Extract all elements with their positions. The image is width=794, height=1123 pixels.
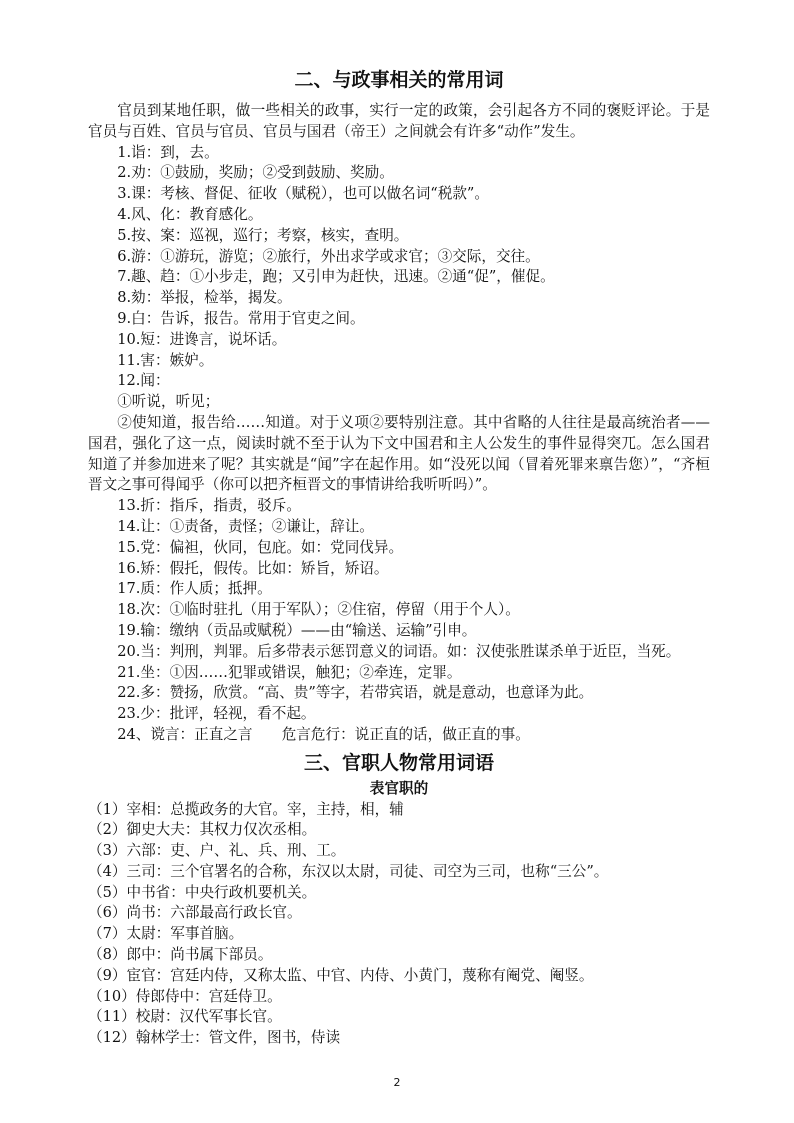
list-item: ①听说，听见； (117, 393, 220, 411)
list-item: 1.诣：到，去。 (117, 143, 219, 161)
list-item: 20.当：判刑，判罪。后多带表示惩罚意义的词语。如：汉使张胜谋杀单于近臣，当死。 (117, 642, 681, 660)
list-item: （9）宦官：宫廷内侍，又称太监、中官、内侍、小黄门，蔑称有阉党、阉竖。 (88, 966, 594, 984)
list-item: （7）太尉：军事首脑。 (88, 925, 244, 943)
list-item: （10）侍郎侍中：宫廷侍卫。 (88, 987, 282, 1005)
list-item: （2）御史大夫：其权力仅次丞相。 (88, 821, 317, 839)
list-item: 17.质：作人质；抵押。 (117, 580, 272, 598)
list-item: 24、谠言：正直之言 危言危行：说正直的话，做正直的事。 (117, 725, 530, 743)
list-item: 3.课：考核、督促、征收（赋税），也可以做名词“税款”。 (117, 185, 489, 203)
list-item: 16.矫：假托，假传。比如：矫旨，矫诏。 (117, 559, 389, 577)
list-item: 11.害：嫉妒。 (117, 351, 214, 369)
note-paragraph: ②使知道，报告给……知道。对于义项②要特别注意。其中省略的人往往是最高统治者——国君，强化了这一点，阅读时就不至于认为下文中国君和主人公发生的事件显得突兀。怎么国君知道了并参加进来了呢？其实就是“闻”字在起作用。如“没死以闻（冒着死罪来禀告您）”，“齐桓晋文之事可得闻乎（你可以把齐桓晋文的事情讲给我听听吗）”。 (88, 413, 710, 494)
list-item: 18.次：①临时驻扎（用于军队）；②住宿，停留（用于个人）。 (117, 601, 520, 619)
list-item: 12.闻： (117, 372, 170, 390)
list-item: 9.白：告诉，报告。常用于官吏之间。 (117, 309, 365, 327)
list-item: 21.坐：①因……犯罪或错误，触犯；②牵连，定罪。 (117, 663, 462, 681)
list-item: 22.多：赞扬，欣赏。“高、贵”等字，若带宾语，就是意动，也意译为此。 (117, 684, 594, 702)
list-item: 23.少：批评，轻视，看不起。 (117, 705, 316, 723)
list-item: 4.风、化：教育感化。 (117, 205, 263, 223)
list-item: 15.党：偏袒，伙同，包庇。如：党同伐异。 (117, 538, 404, 556)
list-item: （5）中书省：中央行政机要机关。 (88, 883, 317, 901)
page-number: 2 (393, 1076, 401, 1089)
list-item: 5.按、案：巡视，巡行；考察，核实，查明。 (117, 226, 409, 244)
list-item: 8.劾：举报，检举，揭发。 (117, 289, 292, 307)
list-item: （8）郎中：尚书属下部员。 (88, 946, 273, 964)
subsection-title: 表官职的 (369, 779, 429, 797)
list-item: 6.游：①游玩，游览；②旅行，外出求学或求官；③交际，交往。 (117, 247, 540, 265)
document-page (88, 66, 710, 1049)
list-item: 2.劝：①鼓励，奖励；②受到鼓励、奖励。 (117, 164, 394, 182)
list-item: （11）校尉：汉代军事长官。 (88, 1008, 282, 1026)
section-title: 三、官职人物常用词语 (303, 751, 494, 774)
section-title: 二、与政事相关的常用词 (294, 69, 504, 91)
list-item: 19.输：缴纳（贡品或赋税）——由“输送、运输”引申。 (117, 621, 477, 639)
list-item: （12）翰林学士：管文件，图书，侍读 (88, 1029, 341, 1047)
list-item: （4）三司：三个官署名的合称，东汉以太尉，司徒、司空为三司，也称“三公”。 (88, 862, 609, 880)
list-item: （3）六部：吏、户、礼、兵、刑、工。 (88, 842, 346, 860)
list-item: 10.短：进谗言，说坏话。 (117, 330, 287, 348)
list-item: （6）尚书：六部最高行政长官。 (88, 904, 302, 922)
list-item: （1）宰相：总揽政务的大官。宰，主持，相，辅 (88, 800, 404, 818)
intro-paragraph: 官员到某地任职，做一些相关的政事，实行一定的政策，会引起各方不同的褒贬评论。于是官员与百姓、官员与官员、官员与国君（帝王）之间就会有许多“动作”发生。 (88, 102, 710, 140)
list-item: 14.让：①责备，责怪；②谦让，辞让。 (117, 517, 374, 535)
list-item: 13.折：指斥，指责，驳斥。 (117, 497, 301, 515)
list-item: 7.趣、趋：①小步走，跑；又引申为赶快，迅速。②通“促”，催促。 (117, 268, 555, 286)
